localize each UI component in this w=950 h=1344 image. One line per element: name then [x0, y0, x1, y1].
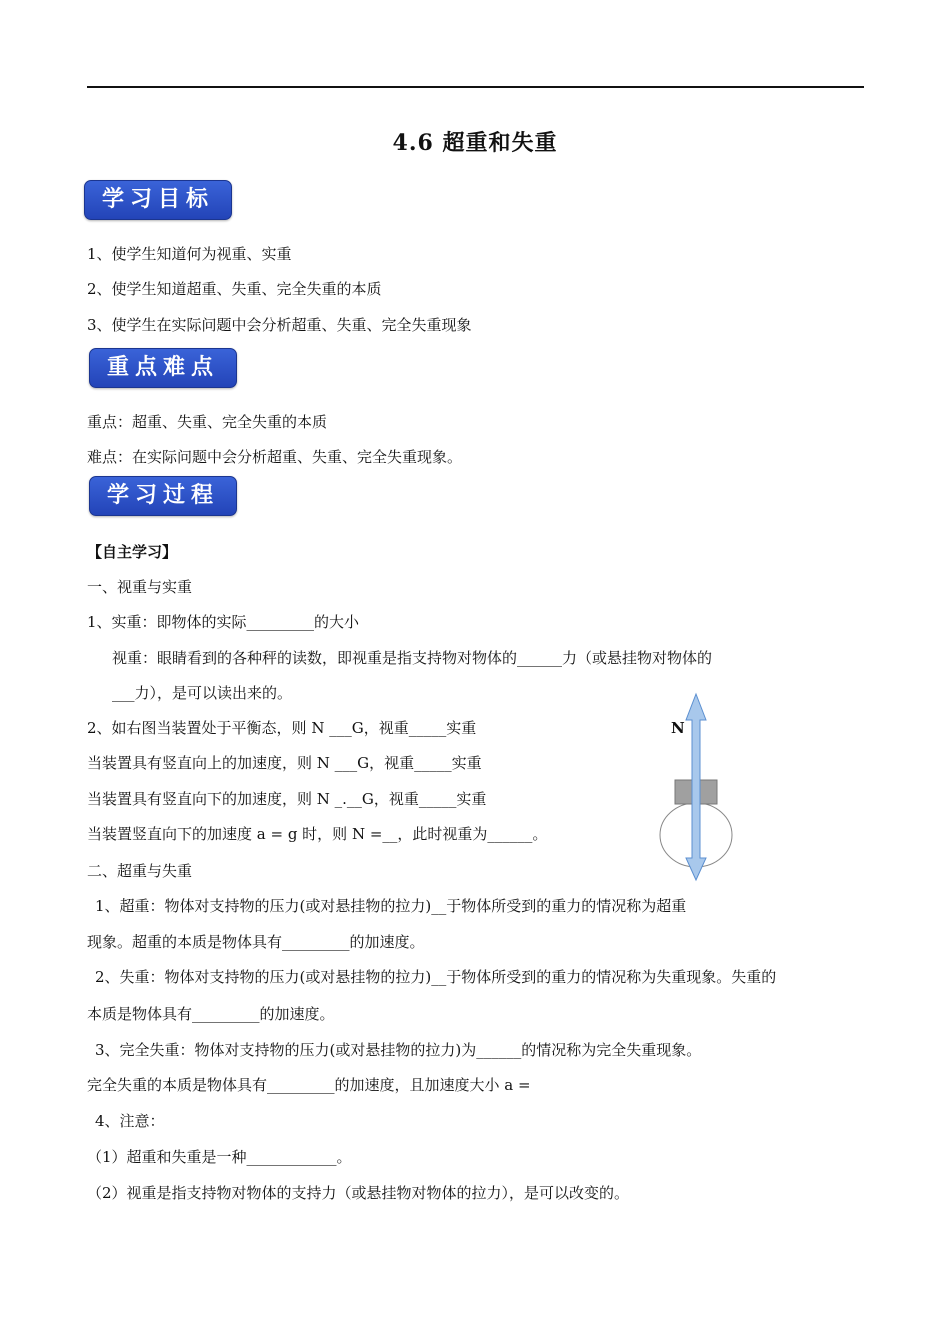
goal-1: 1、使学生知道何为视重、实重 — [87, 245, 292, 263]
actual-weight-line: 1、实重：即物体的实际_________的大小 — [87, 613, 360, 631]
equilibrium-line: 2、如右图当装置处于平衡态，则 N ___G，视重_____实重 — [87, 719, 477, 737]
overweight-line: 1、超重：物体对支持物的压力(或对悬挂物的拉力)__于物体所受到的重力的情况称为超重 — [95, 897, 687, 915]
badge-learning-goals: 学习目标 — [84, 180, 232, 220]
header-rule — [87, 86, 864, 88]
apparent-weight-line: 视重：眼睛看到的各种秤的读数，即视重是指支持物对物体的______力（或悬挂物对物体的 — [112, 649, 713, 667]
part2-title: 二、超重与失重 — [87, 862, 193, 880]
upward-accel-line: 当装置具有竖直向上的加速度，则 N ___G，视重_____实重 — [87, 754, 482, 772]
badge-key-points: 重点难点 — [89, 348, 237, 388]
complete-weightless-line: 3、完全失重：物体对支持物的压力(或对悬挂物的拉力)为______的情况称为完全失重现象。 — [95, 1041, 702, 1059]
goal-3: 3、使学生在实际问题中会分析超重、失重、完全失重现象 — [87, 316, 472, 334]
part1-title: 一、视重与实重 — [87, 578, 193, 596]
badge-learning-process: 学习过程 — [89, 476, 237, 516]
key-point: 重点：超重、失重、完全失重的本质 — [87, 413, 328, 431]
apparent-weight-line-cont: ___力），是可以读出来的。 — [112, 684, 293, 702]
difficulty-point: 难点：在实际问题中会分析超重、失重、完全失重现象。 — [87, 448, 463, 466]
free-fall-line: 当装置竖直向下的加速度 a = g 时，则 N =__，此时视重为______。 — [87, 825, 548, 843]
self-study-heading: 【自主学习】 — [87, 543, 178, 561]
weightless-line: 2、失重：物体对支持物的压力(或对悬挂物的拉力)__于物体所受到的重力的情况称为失重现象。失重的 — [95, 968, 777, 986]
note-heading: 4、注意： — [95, 1112, 165, 1130]
page-title: 4.6 超重和失重 — [392, 130, 558, 156]
downward-accel-line: 当装置具有竖直向下的加速度，则 N _.__G，视重_____实重 — [87, 790, 487, 808]
complete-weightless-line-cont: 完全失重的本质是物体具有_________的加速度，且加速度大小 a = — [87, 1076, 531, 1094]
note-1: （1）超重和失重是一种____________。 — [87, 1148, 352, 1166]
note-2: （2）视重是指支持物对物体的支持力（或悬挂物对物体的拉力），是可以改变的。 — [87, 1184, 630, 1202]
force-diagram — [655, 690, 745, 890]
weightless-line-cont: 本质是物体具有_________的加速度。 — [87, 1005, 335, 1023]
force-label-n: N — [671, 719, 685, 737]
overweight-line-cont: 现象。超重的本质是物体具有_________的加速度。 — [87, 933, 425, 951]
goal-2: 2、使学生知道超重、失重、完全失重的本质 — [87, 280, 382, 298]
